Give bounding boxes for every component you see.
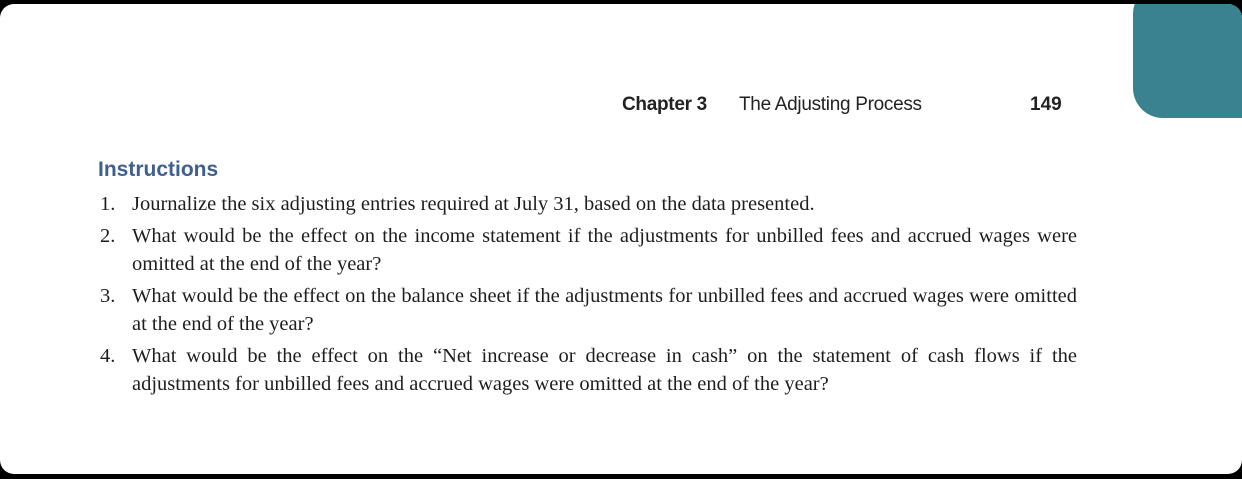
instruction-number: 1. xyxy=(100,193,116,215)
instruction-text: What would be the effect on the balance sheet if the adjustments for unbilled fees and accrued wages were omitted at the end of the year? xyxy=(132,285,1077,335)
instruction-text: Journalize the six adjusting entries required at July 31, based on the data presented. xyxy=(132,193,815,215)
page-number: 149 xyxy=(1030,94,1062,115)
instructions-heading: Instructions xyxy=(98,158,219,181)
page-header xyxy=(0,94,1242,124)
instruction-item xyxy=(97,342,1077,398)
instruction-item xyxy=(97,282,1077,338)
chapter-label: Chapter 3 xyxy=(622,94,707,115)
instruction-item xyxy=(97,190,1077,218)
instruction-text: What would be the effect on the income statement if the adjustments for unbilled fees and accrued wages were omitted at the end of the year? xyxy=(132,225,1077,275)
instruction-number: 4. xyxy=(100,345,116,367)
chapter-title: The Adjusting Process xyxy=(739,94,922,115)
instructions-list xyxy=(97,190,1077,402)
instruction-number: 3. xyxy=(100,285,116,307)
instruction-number: 2. xyxy=(100,225,116,247)
instruction-text: What would be the effect on the “Net increase or decrease in cash” on the statement of cash flows if the adjustments for unbilled fees and accrued wages were omitted at the end of the year? xyxy=(132,345,1077,395)
instruction-item xyxy=(97,222,1077,278)
textbook-page xyxy=(0,4,1242,474)
